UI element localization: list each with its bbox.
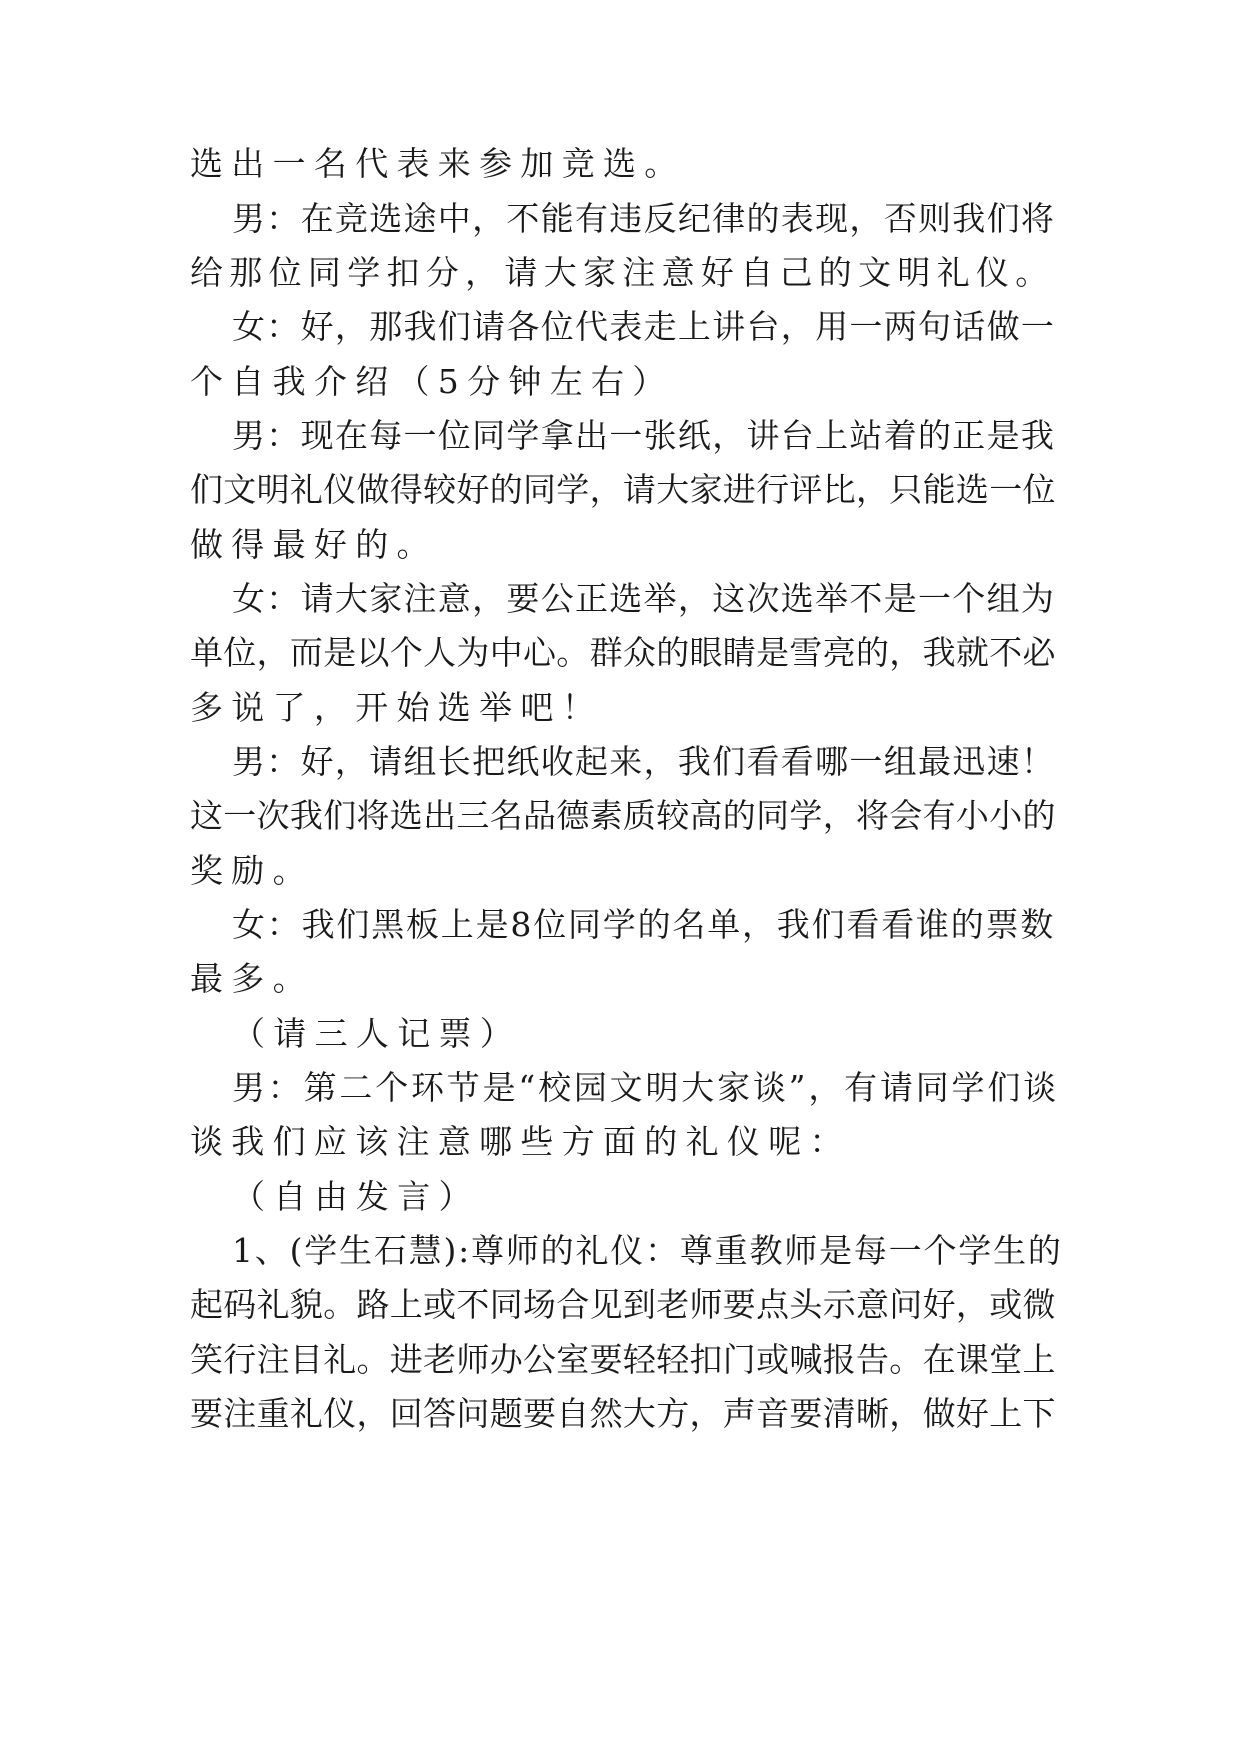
text-line: 女：我们黑板上是8位同学的名单，我们看看谁的票数 xyxy=(232,905,1056,944)
text-line: 做得最好的。 xyxy=(190,525,438,564)
text-line: 笑行注目礼。进老师办公室要轻轻扣门或喊报告。在课堂上 xyxy=(190,1340,1056,1379)
text-line: 1、(学生石慧):尊师的礼仪：尊重教师是每一个学生的 xyxy=(232,1231,1063,1270)
text-line: 要注重礼仪，回答问题要自然大方，声音要清晰，做好上下 xyxy=(190,1394,1056,1433)
text-line: 男：第二个环节是“校园文明大家谈”，有请同学们谈 xyxy=(232,1068,1059,1107)
text-line: 男：现在每一位同学拿出一张纸，讲台上站着的正是我 xyxy=(232,416,1056,455)
text-line: 多说了，开始选举吧！ xyxy=(190,688,603,727)
text-line: 给那位同学扣分，请大家注意好自己的文明礼仪。 xyxy=(190,253,1055,292)
text-line: 个自我介绍（5分钟左右） xyxy=(190,362,674,401)
text-line: 女：好，那我们请各位代表走上讲台，用一两句话做一 xyxy=(232,307,1056,346)
text-line: 男：在竞选途中，不能有违反纪律的表现，否则我们将 xyxy=(232,199,1056,238)
text-line: 们文明礼仪做得较好的同学，请大家进行评比，只能选一位 xyxy=(190,470,1056,509)
text-line: 选出一名代表来参加竞选。 xyxy=(190,144,686,183)
text-line: （请三人记票） xyxy=(232,1014,522,1053)
text-line: 女：请大家注意，要公正选举，这次选举不是一个组为 xyxy=(232,579,1056,618)
text-line: 单位，而是以个人为中心。群众的眼睛是雪亮的，我就不必 xyxy=(190,633,1056,672)
text-line: 谈我们应该注意哪些方面的礼仪呢： xyxy=(190,1122,851,1161)
text-line: 奖励。 xyxy=(190,851,314,890)
text-line: 男：好，请组长把纸收起来，我们看看哪一组最迅速！ xyxy=(232,742,1056,781)
text-line: 最多。 xyxy=(190,959,314,998)
text-line: 起码礼貌。路上或不同场合见到老师要点头示意问好，或微 xyxy=(190,1285,1056,1324)
text-line: （自由发言） xyxy=(232,1177,480,1216)
text-line: 这一次我们将选出三名品德素质较高的同学，将会有小小的 xyxy=(190,796,1056,835)
